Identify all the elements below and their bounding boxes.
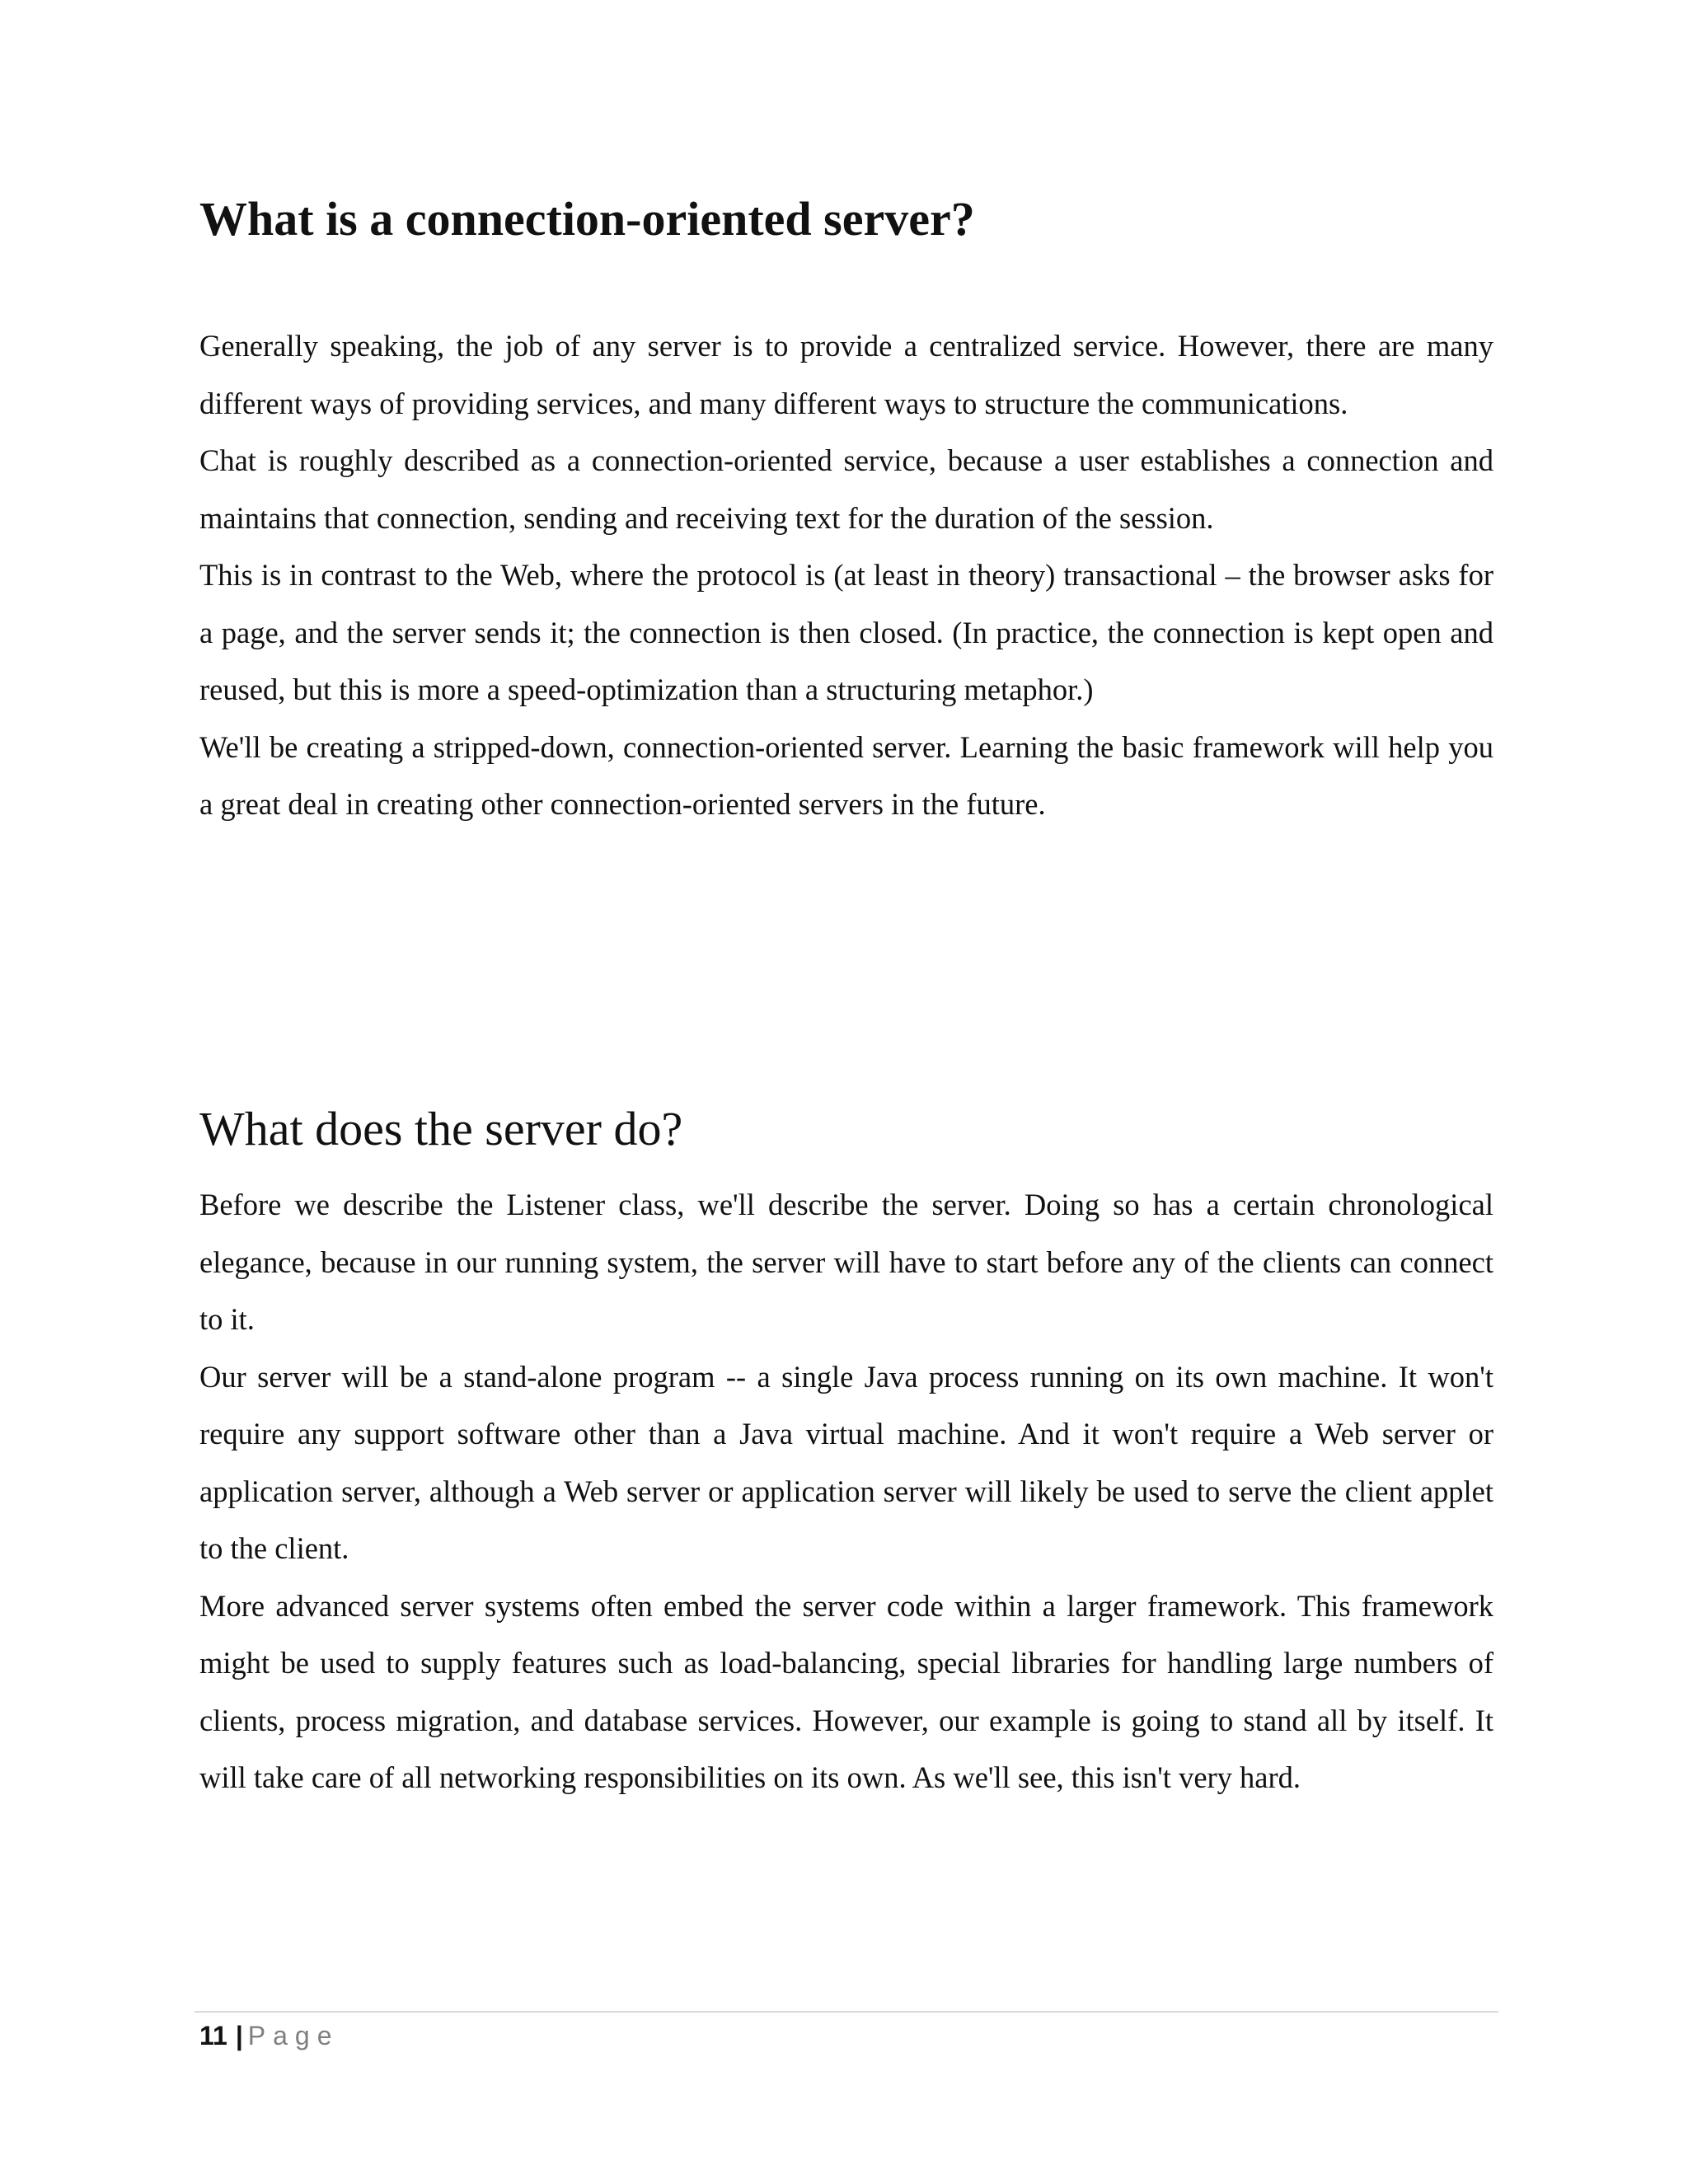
paragraph: Before we describe the Listener class, we'll describe the server. Doing so has a certain chronological elegance, because in our running system, the server will have to start before any of the clients can connect to it.	[199, 1188, 1493, 1336]
paragraph: We'll be creating a stripped-down, connection-oriented server. Learning the basic framework will help you a great deal in creating other connection-oriented servers in the future.	[199, 729, 1493, 821]
page-label: Page	[247, 2021, 340, 2050]
paragraph: Our server will be a stand-alone program -- a single Java process running on its own machine. It won't require any support software other than a Java virtual machine. And it won't require a Web server or application server, although a Web server or application server will likely be used to serve the client applet to the client.	[199, 1359, 1493, 1565]
paragraph: Generally speaking, the job of any server is to provide a centralized service. However, there are many different ways of providing services, and many different ways to structure the communications.	[199, 329, 1493, 420]
section-heading-connection-oriented-server: What is a connection-oriented server?	[199, 192, 975, 246]
paragraph: More advanced server systems often embed the server code within a larger framework. This framework might be used to supply features such as load-balancing, special libraries for handling large numbers of clients, process migration, and database services. However, our example is going to stand all by itself. It will take care of all networking responsibilities on its own. As we'll see, this isn't very hard.	[199, 1588, 1493, 1794]
section-heading-what-does-server-do: What does the server do?	[199, 1102, 683, 1155]
paragraph: Chat is roughly described as a connection-oriented service, because a user establishes a connection and maintains that connection, sending and receiving text for the duration of the session.	[199, 443, 1493, 535]
footer-separator: |	[235, 2021, 243, 2050]
section-body-what-does-server-do	[199, 1176, 1493, 1807]
section-body-connection-oriented-server	[199, 317, 1493, 833]
footer-divider	[195, 2011, 1498, 2013]
paragraph: This is in contrast to the Web, where the protocol is (at least in theory) transactional – the browser asks for a page, and the server sends it; the connection is then closed. (In practice, the connection is kept open and reused, but this is more a speed-optimization than a structuring metaphor.)	[199, 558, 1493, 706]
page-number: 11	[199, 2021, 227, 2050]
page-footer	[199, 2014, 340, 2057]
